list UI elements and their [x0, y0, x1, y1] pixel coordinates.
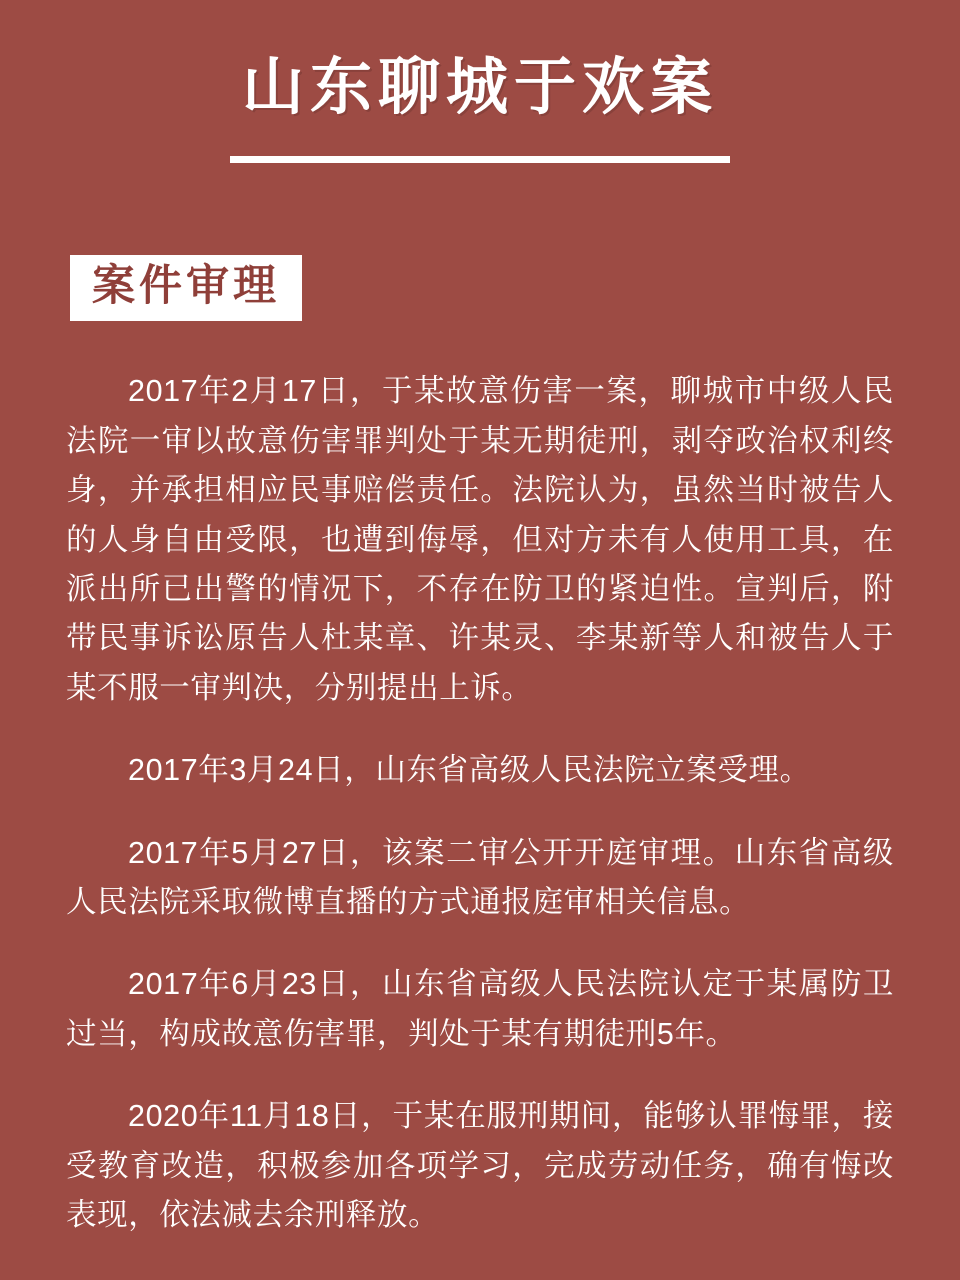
title-divider [230, 156, 730, 163]
page-title: 山东聊城于欢案 [241, 53, 718, 122]
section-heading-container [0, 255, 960, 321]
paragraph: 2017年6月23日，山东省高级人民法院认定于某属防卫过当，构成故意伤害罪，判处于某有期徒刑5年。 [66, 967, 894, 1051]
paragraph: 2017年2月17日，于某故意伤害一案，聊城市中级人民法院一审以故意伤害罪判处于某无期徒刑，剥夺政治权利终身，并承担相应民事赔偿责任。法院认为，虽然当时被告人的人身自由受限，也遭到侮辱，但对方未有人使用工具，在派出所已出警的情况下，不存在防卫的紧迫性。宣判后，附带民事诉讼原告人杜某章、许某灵、李某新等人和被告人于某不服一审判决，分别提出上诉。 [66, 374, 894, 705]
title-block [0, 0, 960, 163]
section-heading-badge: 案件审理 [70, 255, 302, 321]
paragraph: 2017年5月27日，该案二审公开开庭审理。山东省高级人民法院采取微博直播的方式通报庭审相关信息。 [66, 835, 894, 919]
body-copy [0, 367, 960, 1240]
paragraph: 2017年3月24日，山东省高级人民法院立案受理。 [128, 753, 811, 788]
paragraph: 2020年11月18日，于某在服刑期间，能够认罪悔罪，接受教育改造，积极参加各项学习，完成劳动任务，确有悔改表现，依法减去余刑释放。 [66, 1099, 894, 1232]
